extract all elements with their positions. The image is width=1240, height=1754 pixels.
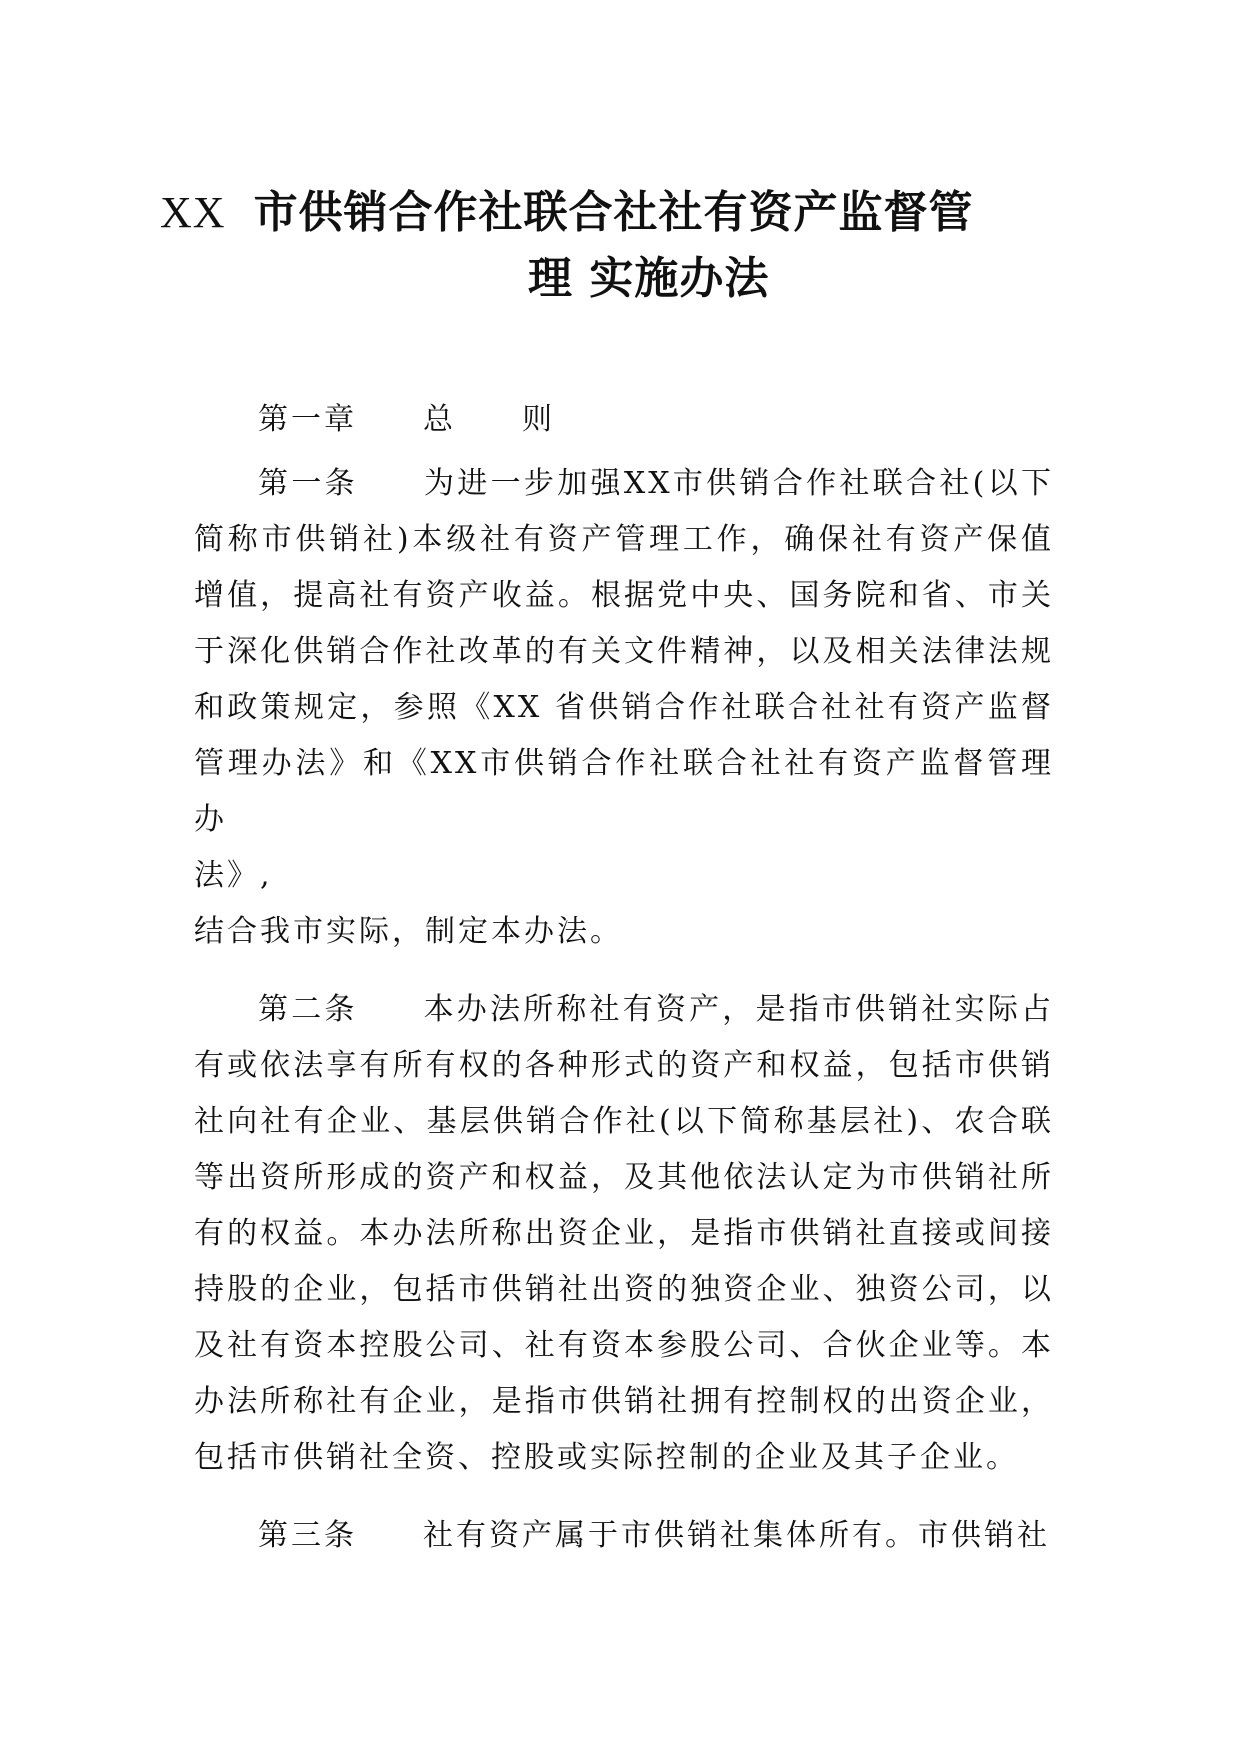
chapter-heading [194,392,1054,448]
title-line-2: 理 实施办法 [528,253,770,304]
document-title [160,180,1060,312]
article-1-tail-1: 法》, [194,858,273,893]
chapter-name-part1: 总 [423,402,456,437]
article-2-label: 第二条 [258,992,358,1027]
document-body [194,392,1054,1564]
article-2 [194,982,1054,1486]
article-3-text: 社有资产属于市供销社集体所有。市供销社 [423,1518,1050,1553]
title-prefix: XX [160,188,226,237]
article-3-label: 第三条 [258,1518,357,1553]
chapter-number: 第一章 [258,402,357,437]
article-1 [194,456,1054,848]
article-1-text: 为进一步加强XX市供销合作社联合社(以下简称市供销社)本级社有资产管理工作，确保社有资产保值增值，提高社有资产收益。根据党中央、国务院和省、市关于深化供销合作社改革的有关文件精神，以及相关法律法规和政策规定，参照《XX 省供销合作社联合社社有资产监督管理办法》和《XX市供销合作社联合社社有资产监督管理办 [194,466,1055,837]
chapter-name-part2: 则 [522,402,555,437]
article-1-tail-2: 结合我市实际，制定本办法。 [194,914,623,949]
article-2-text: 本办法所称社有资产，是指市供销社实际占有或依法享有所有权的各种形式的资产和权益，包括市供销社向社有企业、基层供销合作社(以下简称基层社)、农合联等出资所形成的资产和权益，及其他依法认定为市供销社所有的权益。本办法所称出资企业，是指市供销社直接或间接持股的企业，包括市供销社出资的独资企业、独资公司，以及社有资本控股公司、社有资本参股公司、合伙企业等。本办法所称社有企业，是指市供销社拥有控制权的出资企业，包括市供销社全资、控股或实际控制的企业及其子企业。 [194,992,1055,1475]
title-line-1-text: 市供销合作社联合社社有资产监督管 [253,187,974,238]
article-1-label: 第一条 [258,466,358,501]
article-3 [194,1508,1054,1564]
title-line-1 [160,180,1060,246]
